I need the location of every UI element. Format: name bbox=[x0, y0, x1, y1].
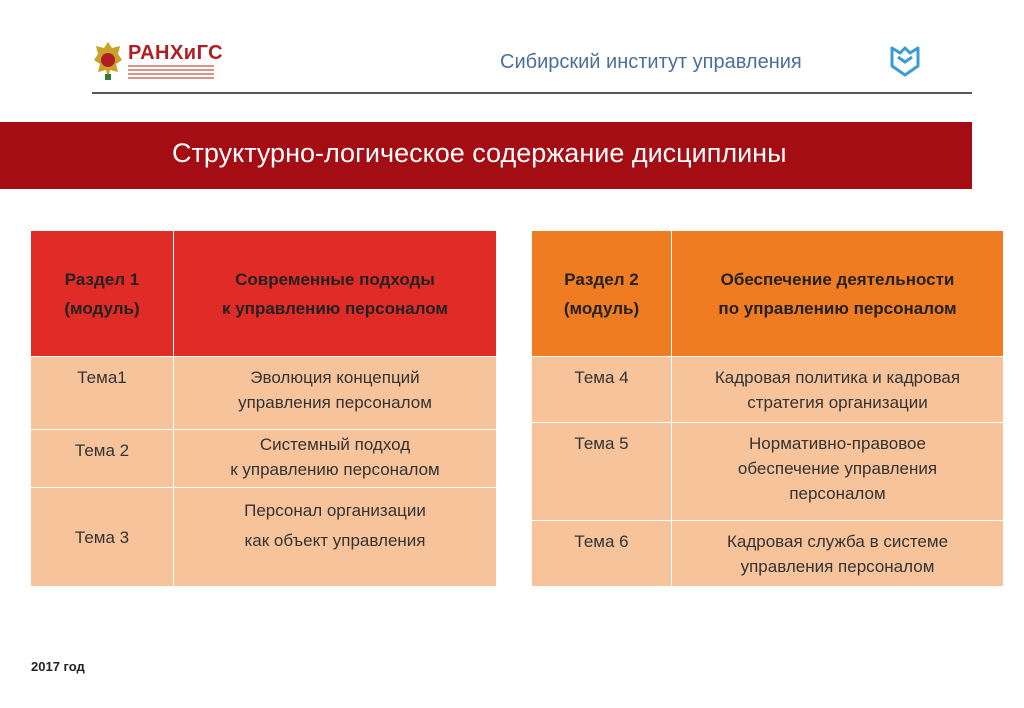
module-2-name-cell bbox=[672, 231, 1004, 357]
slide-title: Структурно-логическое содержание дисциплины bbox=[172, 138, 787, 168]
module-name-line: к управлению персоналом bbox=[222, 298, 448, 318]
table-row bbox=[31, 430, 497, 488]
topic-label: Тема 3 bbox=[31, 488, 174, 587]
table-row bbox=[31, 488, 497, 587]
section-sublabel: (модуль) bbox=[64, 298, 140, 318]
module-1-section-cell bbox=[31, 231, 174, 357]
topic-description: Системный подход к управлению персоналом bbox=[174, 430, 497, 488]
logo-text: РАНХиГС bbox=[128, 42, 224, 64]
topic-description: Кадровая служба в системе управления персоналом bbox=[672, 521, 1004, 587]
module-1-header-row bbox=[31, 231, 497, 357]
logo-subtitle-lines bbox=[128, 65, 214, 81]
topic-label: Тема 6 bbox=[532, 521, 672, 587]
topic-label: Тема1 bbox=[31, 357, 174, 430]
table-row bbox=[532, 521, 1004, 587]
section-sublabel: (модуль) bbox=[563, 298, 640, 318]
topic-description: Эволюция концепций управления персоналом bbox=[174, 357, 497, 430]
topic-label: Тема 4 bbox=[532, 357, 672, 423]
footer-year: 2017 год bbox=[31, 659, 85, 674]
institute-logo-icon bbox=[888, 44, 922, 78]
module-1-table bbox=[30, 230, 497, 587]
section-label: Раздел 1 bbox=[64, 269, 140, 289]
module-2-table bbox=[531, 230, 1004, 587]
section-label: Раздел 2 bbox=[564, 269, 639, 289]
ranepa-logo bbox=[92, 40, 222, 84]
header-divider bbox=[92, 92, 972, 94]
table-row bbox=[532, 423, 1004, 521]
table-row bbox=[31, 357, 497, 430]
topic-label: Тема 5 bbox=[532, 423, 672, 521]
module-2-header-row bbox=[532, 231, 1004, 357]
module-name-line: Обеспечение деятельности bbox=[720, 269, 955, 289]
topic-description: Кадровая политика и кадровая стратегия организации bbox=[672, 357, 1004, 423]
module-2-section-cell bbox=[532, 231, 672, 357]
table-row bbox=[532, 357, 1004, 423]
topic-description: Нормативно-правовое обеспечение управления персоналом bbox=[672, 423, 1004, 521]
module-1-name-cell bbox=[174, 231, 497, 357]
topic-description: Персонал организации как объект управления bbox=[174, 488, 497, 587]
module-name-line: Современные подходы bbox=[235, 269, 435, 289]
emblem-icon bbox=[92, 40, 124, 82]
title-band bbox=[0, 122, 972, 189]
institute-name: Сибирский институт управления bbox=[500, 51, 802, 73]
module-name-line: по управлению персоналом bbox=[718, 298, 957, 318]
topic-label: Тема 2 bbox=[31, 430, 174, 488]
